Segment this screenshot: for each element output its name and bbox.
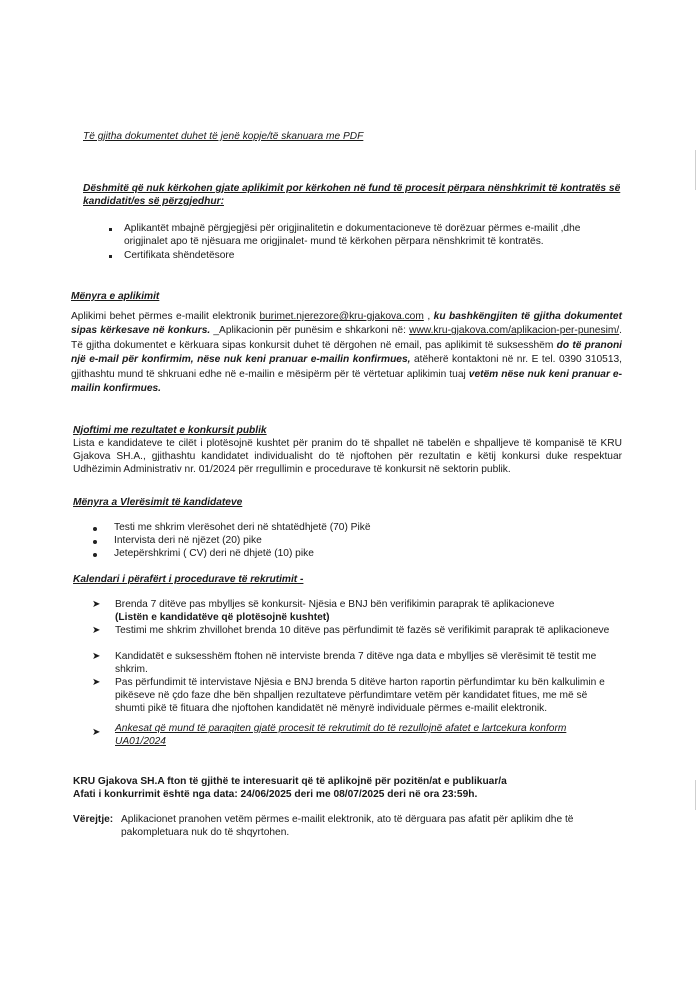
calendar-item-text: Brenda 7 ditëve pas mbylljes së konkursit- Njësia e BNJ bën verifikimin paraprak të aplikacioneve (115, 599, 555, 610)
apply-text: Aplikimi behet përmes e-mailit elektronik (71, 311, 260, 322)
pdf-note: Të gjitha dokumentet duhet të jenë kopje/të skanuara me PDF (83, 131, 364, 142)
docs-item: Certifikata shëndetësore (124, 250, 235, 261)
apply-email-link[interactable]: burimet.njerezore@kru-gjakova.com (259, 311, 424, 322)
bullet-square (109, 228, 112, 231)
notify-heading: Njoftimi me rezultatet e konkursit publik (73, 425, 267, 436)
application-form-link[interactable]: www.kru-gjakova.com/aplikacion-per-punesim/ (409, 325, 620, 337)
eval-item: Intervista deri në njëzet (20) pike (114, 535, 262, 546)
bullet-dot (93, 527, 97, 531)
docs-item: Aplikantët mbajnë përgjegjësi për origjinalitetin e dokumentacioneve të dorëzuar përmes e-mailit ,dhe origjinalet apo të njësuara me origjinalet- mund të kërkohen përpara nënshkrimit të kontratës. (124, 223, 581, 248)
apply-emphasis: ku bashkëngjiten të gjitha dokumentet sipas kërkesave në konkurs. (71, 311, 622, 337)
calendar-item: Pas përfundimit të intervistave Njësia e BNJ brenda 5 ditëve harton raportin përfundimtar ku bën kalkulimin e pikëseve në çdo faze dhe bën shpalljen rezultateve përfundimtare vetëm për kandidatet fitues, me më së shumti pikë të fituara dhe njoftohen kandidatët në mënyrë individuale përmes e-mailit elektronik. (115, 677, 605, 715)
calendar-item: Kandidatët e suksesshëm ftohen në interviste brenda 7 ditëve nga data e mbylljes së vlerësimit të testit me shkrim. (115, 651, 597, 676)
arrow-bullet-icon: ➤ (92, 727, 101, 738)
scan-edge-mark (695, 780, 696, 810)
closing-line: KRU Gjakova SH.A fton të gjithë te interesuarit që të aplikojnë për pozitën/at e publikuar/a (73, 776, 507, 787)
apply-paragraph (71, 310, 622, 396)
notify-paragraph: Lista e kandidateve te cilët i plotësojnë kushtet për pranim do të shpallet në tabelën e shpalljeve të kompanisë të KRU Gjakova SH.A., gjithashtu kandidatet individualisht do të njoftohen për rezultatin e këtij konkursi duke respektuar Udhëzimin Administrativ nr. 01/2024 për rregullimin e procedurave të konkursit në sektorin publik. (73, 438, 622, 476)
eval-heading: Mënyra a Vlerësimit të kandidateve (73, 497, 243, 508)
bullet-dot (93, 540, 97, 544)
apply-emphasis: vetëm nëse nuk keni pranuar e-mailin konfirmues. (71, 368, 622, 395)
apply-heading: Mënyra e aplikimit (71, 291, 160, 302)
calendar-item (115, 598, 605, 624)
docs-heading: Dëshmitë që nuk kërkohen gjate aplikimit por kërkohen në fund të procesit përpara nënshkrimit të kontratës së kandidatit/es së përzgjedhur: (83, 183, 621, 208)
arrow-bullet-icon: ➤ (92, 651, 101, 662)
arrow-bullet-icon: ➤ (92, 599, 101, 610)
apply-emphasis: do të pranoni një e-mail për konfirmim, nëse nuk keni pranuar e-mailin konfirmues, (71, 339, 622, 366)
calendar-item: Ankesat që mund të paraqiten gjatë procesit të rekrutimit do të rezullojnë afatet e lartcekura konform UA01/2024 (115, 723, 567, 748)
remark-text: Aplikacionet pranohen vetëm përmes e-mailit elektronik, ato të dërguara pas afatit për aplikim dhe të pakompletuara nuk do të shqyrtohen. (121, 814, 574, 839)
deadline-line: Afati i konkurrimit është nga data: 24/06/2025 deri me 08/07/2025 deri në ora 23:59h. (73, 789, 478, 800)
apply-text: atëherë kontaktoni në nr. E tel. 0390 310513, gjithashtu mund të shkruani edhe në e-mailin e mësipërm për të vërtetuar aplikimin tuaj (71, 354, 623, 380)
apply-text: _Aplikacionin për punësim e shkarkoni në: (210, 325, 410, 337)
arrow-bullet-icon: ➤ (92, 625, 101, 636)
scan-edge-mark (695, 150, 696, 190)
apply-text: , (423, 311, 434, 322)
bullet-dot (93, 553, 97, 557)
bullet-square (109, 255, 112, 258)
eval-item: Jetepërshkrimi ( CV) deri në dhjetë (10) pike (114, 548, 314, 559)
calendar-heading: Kalendari i përafërt i procedurave të rekrutimit - (73, 574, 304, 585)
remark-label: Vërejtje: (73, 814, 114, 825)
arrow-bullet-icon: ➤ (92, 677, 101, 688)
calendar-item-bold: (Listën e kandidatëve që plotësojnë kushtet) (115, 612, 330, 624)
calendar-item: Testimi me shkrim zhvillohet brenda 10 ditëve pas përfundimit të fazës së verifikimit paraprak të aplikacioneve (115, 625, 610, 636)
apply-text: . Të gjitha dokumentet e kërkuara sipas konkursit duhet të dërgohen në email, pas aplikimit të suksesshëm (71, 325, 622, 351)
eval-item: Testi me shkrim vlerësohet deri në shtatëdhjetë (70) Pikë (114, 522, 371, 533)
